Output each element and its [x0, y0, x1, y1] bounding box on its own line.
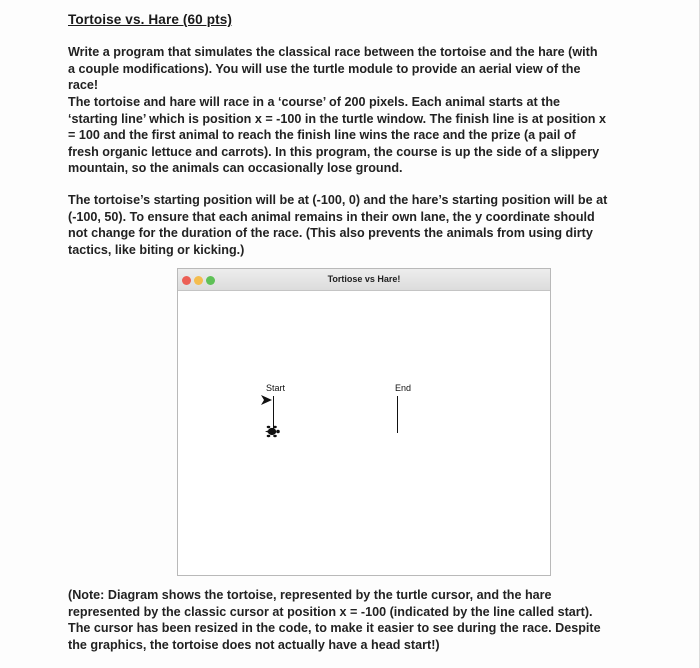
- end-label: End: [395, 383, 412, 393]
- note-paragraph: (Note: Diagram shows the tortoise, represented by the turtle cursor, and the hare represented by the classic cursor at position x = -100 (indicated by the line called start). The cursor has been resized in the code, to make it easier to see during the race. Despite the graphics, the tortoise does not actually have a head start!): [68, 588, 601, 652]
- hare-classic-cursor-icon: [259, 394, 273, 406]
- start-label: Start: [266, 383, 286, 393]
- turtle-window: [177, 268, 551, 576]
- page-title: Tortoise vs. Hare (60 pts): [68, 12, 233, 27]
- window-titlebar: [178, 269, 550, 291]
- finish-line: [397, 396, 398, 433]
- start-position-paragraph: The tortoise’s starting position will be at (-100, 0) and the hare’s starting position will be at (-100, 50). To ensure that each animal remains in their own lane, the y coordinate should not change for the duration of the race. (This also prevents the animals from using dirty tactics, like biting or kicking.): [68, 193, 608, 257]
- intro-paragraph: Write a program that simulates the classical race between the tortoise and the hare (with a couple modifications). You will use the turtle module to provide an aerial view of the race!: [68, 45, 598, 93]
- turtle-canvas: [178, 291, 550, 575]
- tortoise-turtle-cursor-icon: [263, 424, 281, 439]
- course-paragraph: The tortoise and hare will race in a ‘course’ of 200 pixels. Each animal starts at the ‘starting line’ which is position x = -100 in the turtle window. The finish line is at position x = 100 and the first animal to reach the finish line wins the race and the prize (a pail of fresh organic lettuce and carrots). In this program, the course is up the side of a slippery mountain, so the animals can occasionally lose ground.: [68, 95, 606, 176]
- window-title: Tortiose vs Hare!: [327, 274, 401, 284]
